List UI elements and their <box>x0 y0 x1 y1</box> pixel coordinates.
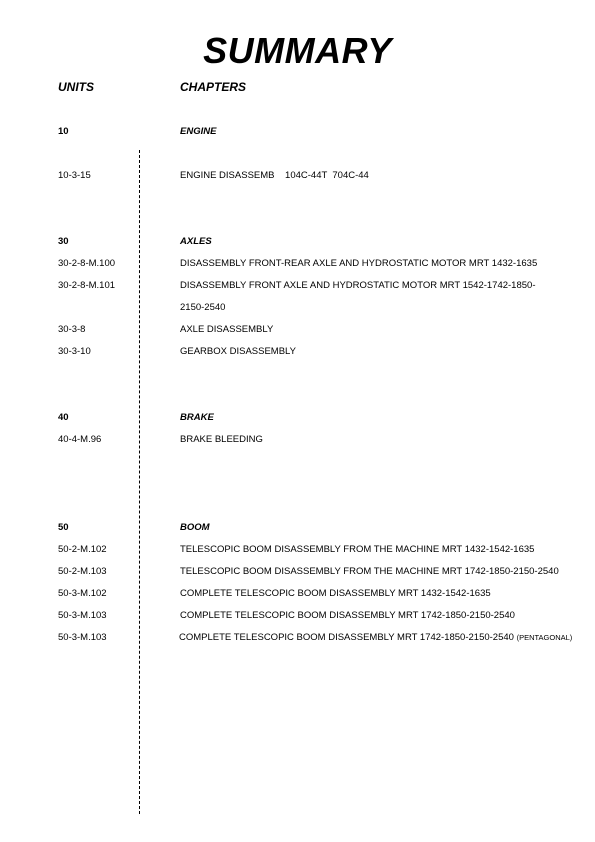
section-name-brake: BRAKE <box>180 412 214 423</box>
chapter-title: BRAKE BLEEDING <box>180 434 263 445</box>
unit-code: 30-2-8-M.101 <box>58 280 116 291</box>
unit-code: 50-3-M.102 <box>58 588 107 599</box>
chapter-title: GEARBOX DISASSEMBLY <box>180 346 296 357</box>
chapter-note: (PENTAGONAL) <box>516 633 573 642</box>
unit-code: 10-3-15 <box>58 170 91 181</box>
unit-code: 40-4-M.96 <box>58 434 102 445</box>
units-column-header: UNITS <box>58 80 94 94</box>
chapter-title: COMPLETE TELESCOPIC BOOM DISASSEMBLY MRT 1742-1850-2150-2540 <box>180 610 515 621</box>
section-name-axles: AXLES <box>180 236 212 247</box>
chapter-title: TELESCOPIC BOOM DISASSEMBLY FROM THE MACHINE MRT 1742-1850-2150-2540 <box>180 566 559 577</box>
chapter-title: AXLE DISASSEMBLY <box>180 324 274 335</box>
unit-code: 50-3-M.103 <box>58 610 107 621</box>
page-title: SUMMARY <box>203 30 392 71</box>
unit-code: 50-2-M.103 <box>58 566 107 577</box>
chapter-line <box>179 632 572 644</box>
unit-code: 50-3-M.103 <box>58 632 107 643</box>
section-code-10: 10 <box>58 126 69 137</box>
section-code-40: 40 <box>58 412 69 423</box>
chapter-title: DISASSEMBLY FRONT AXLE AND HYDROSTATIC MOTOR MRT 1542-1742-1850- <box>180 280 536 291</box>
unit-code: 30-3-8 <box>58 324 86 335</box>
section-name-engine: ENGINE <box>180 126 217 137</box>
section-code-30: 30 <box>58 236 69 247</box>
chapters-column-header: CHAPTERS <box>180 80 247 94</box>
chapter-title: TELESCOPIC BOOM DISASSEMBLY FROM THE MACHINE MRT 1432-1542-1635 <box>180 544 535 555</box>
unit-code: 50-2-M.102 <box>58 544 107 555</box>
section-code-50: 50 <box>58 522 69 533</box>
unit-code: 30-3-10 <box>58 346 91 357</box>
chapter-title: COMPLETE TELESCOPIC BOOM DISASSEMBLY MRT 1742-1850-2150-2540 <box>179 632 514 643</box>
chapter-title: DISASSEMBLY FRONT-REAR AXLE AND HYDROSTATIC MOTOR MRT 1432-1635 <box>180 258 538 269</box>
unit-code: 30-2-8-M.100 <box>58 258 116 269</box>
column-divider <box>139 150 140 814</box>
chapter-title: COMPLETE TELESCOPIC BOOM DISASSEMBLY MRT 1432-1542-1635 <box>180 588 491 599</box>
section-name-boom: BOOM <box>180 522 210 533</box>
chapter-title: ENGINE DISASSEMB 104C-44T 704C-44 <box>180 170 369 181</box>
chapter-title-continued: 2150-2540 <box>180 302 226 313</box>
